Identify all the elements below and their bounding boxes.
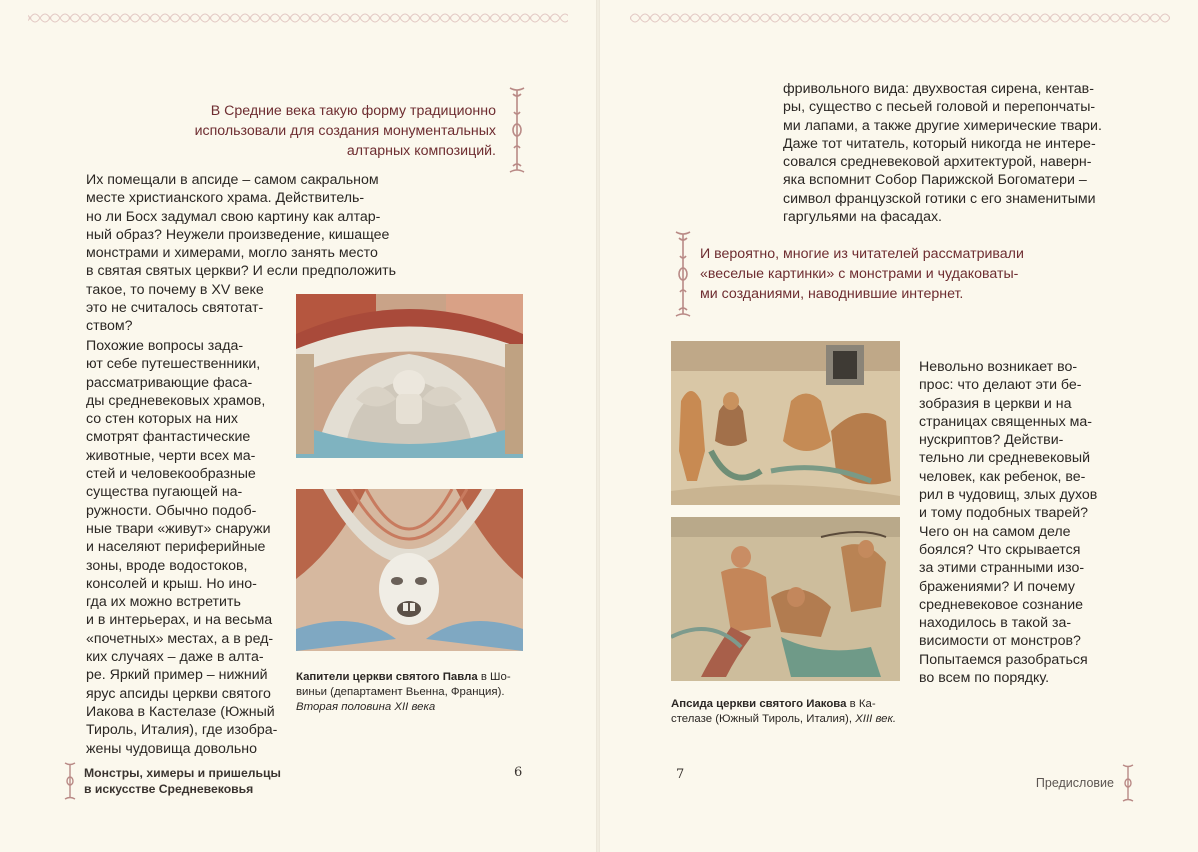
caption-text: в Шо- [477, 671, 511, 683]
text-line: ные твари «живут» снаружи [86, 520, 271, 537]
text-line: ре. Яркий пример – нижний [86, 667, 268, 684]
fresco-photo-1 [671, 341, 900, 505]
book-gutter [596, 0, 600, 852]
caption-date: Вторая половина XII века [296, 701, 436, 713]
caption-line-3 [296, 700, 530, 715]
text-line: Попытаемся разобраться [919, 651, 1088, 668]
quote-line: ми созданиями, наводнившие интернет. [700, 286, 964, 302]
text-line: ды средневековых храмов, [86, 392, 266, 409]
text-line: зобразия в церкви и на [919, 395, 1072, 412]
text-line: смотрят фантастические [86, 429, 251, 446]
text-line: яка вспомнит Собор Парижской Богоматери – [783, 172, 1087, 189]
text-line: прос: что делают эти бе- [919, 377, 1082, 394]
right-paragraph-top [783, 80, 1115, 226]
right-pull-quote [700, 244, 1040, 304]
left-photo-caption [296, 670, 530, 715]
caption-date: XIII век. [855, 713, 897, 725]
text-line: и населяют периферийные [86, 539, 266, 556]
quote-line: алтарных композиций. [346, 143, 496, 159]
book-title-footer [84, 765, 334, 797]
text-line: в святая святых церкви? И если предположить [86, 263, 397, 280]
text-line: человек, как ребенок, ве- [919, 468, 1086, 485]
page-number-right: 7 [676, 767, 685, 782]
text-line: Иакова в Кастелазе (Южный [86, 703, 275, 720]
text-line: нускриптов? Действи- [919, 432, 1064, 449]
section-name-footer: Предисловие [1035, 776, 1114, 790]
text-line: животные, черти всех ма- [86, 447, 256, 464]
text-line: месте христианского храма. Действитель- [86, 190, 365, 207]
text-line: страницах священных ма- [919, 413, 1093, 430]
book-title-line: Монстры, химеры и пришельцы [84, 766, 281, 780]
right-paragraph-side [919, 358, 1113, 687]
text-line: Чего он на самом деле [919, 523, 1071, 540]
caption-line-2 [671, 712, 911, 727]
top-ornament-border [0, 6, 1198, 30]
text-line: «почетных» местах, а в ред- [86, 630, 274, 647]
quote-line: использовали для создания монументальных [194, 123, 496, 139]
caption-line-2: виньи (департамент Вьенна, Франция). [296, 686, 505, 698]
text-line: ружности. Обычно подоб- [86, 502, 257, 519]
text-line: ми лапами, а также другие химерические твари. [783, 117, 1102, 134]
text-line: такое, то почему в XV веке [86, 281, 264, 298]
text-line: Их помещали в апсиде – самом сакральном [86, 172, 379, 188]
page-number-left: 6 [514, 765, 523, 780]
text-line: консолей и крыш. Но ино- [86, 575, 257, 592]
text-line: находилось в такой за- [919, 615, 1072, 632]
text-line: но ли Босх задумал свою картину как алтар- [86, 208, 381, 225]
text-line: Невольно возникает во- [919, 359, 1078, 375]
left-paragraph-2 [86, 337, 282, 758]
caption-line-1 [296, 670, 530, 685]
text-line: ких случаях – даже в алта- [86, 649, 264, 666]
caption-text: стелазе (Южный Тироль, Италия), [671, 713, 856, 725]
capital-photo-2 [296, 489, 523, 651]
text-line: ный образ? Неужели произведение, кишащее [86, 226, 390, 243]
right-photo-caption [671, 697, 911, 727]
text-line: существа пугающей на- [86, 484, 243, 501]
text-line: стей и человекообразные [86, 466, 256, 483]
fresco-photo-2 [671, 517, 900, 681]
footer-bracket-left-icon [62, 760, 78, 802]
bracket-ornament-icon [506, 84, 528, 176]
text-line: и тому подобных тварей? [919, 505, 1089, 522]
footer-bracket-right-icon [1120, 762, 1136, 804]
bracket-ornament-icon [672, 228, 694, 320]
quote-line: «веселые картинки» с монстрами и чудаковаты- [700, 266, 1019, 282]
caption-text: в Ка- [846, 698, 876, 710]
text-line: средневековое сознание [919, 596, 1084, 613]
text-line: тельно ли средневековый [919, 450, 1090, 467]
text-line: Тироль, Италия), где изобра- [86, 722, 278, 739]
text-line: гаргульями на фасадах. [783, 209, 942, 226]
text-line: ством? [86, 318, 133, 335]
text-line: бражениями? И почему [919, 578, 1075, 595]
text-line: совался средневековой архитектурой, наверн- [783, 154, 1092, 171]
text-line: Даже тот читатель, который никогда не интере- [783, 135, 1096, 152]
text-line: боялся? Что скрывается [919, 541, 1081, 558]
text-line: монстрами и химерами, могло занять место [86, 245, 378, 262]
text-line: жены чудовища довольно [86, 740, 258, 757]
capital-photo-1 [296, 294, 523, 458]
text-line: за этими странными изо- [919, 560, 1085, 577]
left-pull-quote [150, 101, 496, 161]
text-line: и в интерьерах, и на весьма [86, 612, 273, 629]
caption-line-1 [671, 697, 911, 712]
text-line: рассматривающие фаса- [86, 374, 253, 391]
caption-title: Капители церкви святого Павла [296, 671, 478, 683]
text-line: зоны, вроде водостоков, [86, 557, 248, 574]
quote-line: И вероятно, многие из читателей рассматривали [700, 246, 1024, 262]
quote-line: В Средние века такую форму традиционно [210, 103, 496, 119]
text-line: символ французской готики с его знаменитыми [783, 190, 1096, 207]
text-line: висимости от монстров? [919, 633, 1081, 650]
text-line: это не считалось святотат- [86, 300, 264, 317]
text-line: ярус апсиды церкви святого [86, 685, 271, 702]
text-line: Похожие вопросы зада- [86, 338, 244, 354]
book-title-line: в искусстве Средневековья [84, 782, 254, 796]
text-line: рил в чудовищ, злых духов [919, 487, 1098, 504]
text-line: ют себе путешественники, [86, 356, 261, 373]
text-line: во всем по порядку. [919, 670, 1050, 687]
caption-title: Апсида церкви святого Иакова [671, 698, 847, 710]
text-line: гда их можно встретить [86, 594, 241, 611]
text-line: фривольного вида: двухвостая сирена, кентав- [783, 81, 1094, 97]
text-line: со стен которых на них [86, 411, 239, 428]
text-line: ры, существо с песьей головой и перепончаты- [783, 99, 1096, 116]
